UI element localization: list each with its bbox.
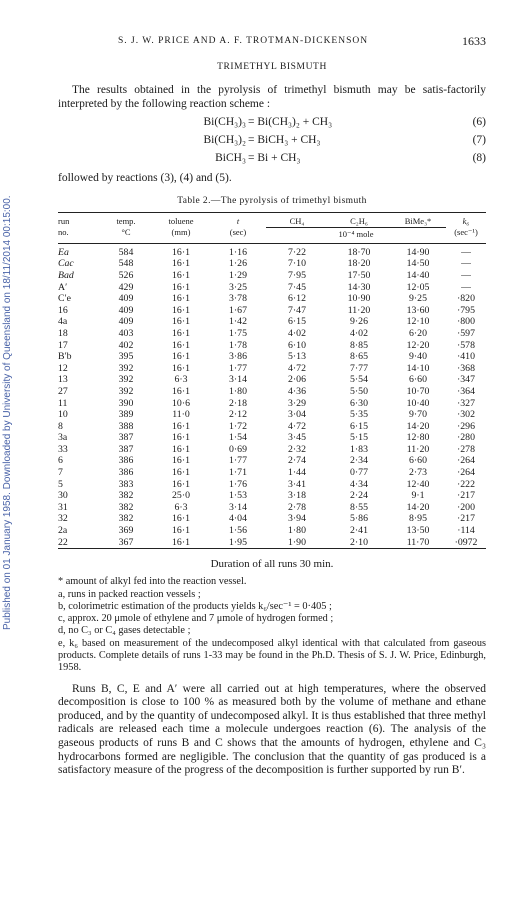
cell-tol: 16·1	[172, 385, 190, 397]
table-row	[58, 243, 486, 258]
cell-run: B′b	[58, 351, 72, 363]
cell-run: 6	[58, 455, 63, 467]
cell-temp: 382	[118, 513, 134, 525]
cell-temp: 409	[118, 293, 134, 305]
cell-c2h6: 5·15	[350, 432, 368, 444]
col-toluene: toluene (mm)	[168, 215, 194, 237]
table-row	[58, 363, 486, 375]
cell-k6: ·347	[457, 374, 475, 386]
cell-temp: 386	[118, 467, 134, 479]
cell-temp: 392	[118, 385, 134, 397]
cell-temp: 387	[118, 443, 134, 455]
cell-t: 3·14	[229, 374, 247, 386]
table-row	[58, 386, 486, 398]
cell-ch4: 2·78	[288, 501, 306, 513]
cell-tol: 6·3	[174, 501, 188, 513]
cell-bime3: 8·95	[409, 513, 427, 525]
cell-k6: ·795	[457, 304, 475, 316]
cell-run: 31	[58, 501, 68, 513]
cell-c2h6: 10·90	[347, 293, 371, 305]
cell-k6: ·800	[457, 316, 475, 328]
cell-c2h6: 5·86	[350, 513, 368, 525]
pyrolysis-table	[58, 212, 486, 550]
cell-tol: 16·1	[172, 246, 190, 258]
cell-t: 1·95	[229, 536, 247, 548]
table-body	[58, 243, 486, 548]
cell-run: 33	[58, 443, 68, 455]
cell-ch4: 7·47	[288, 304, 306, 316]
follow-text: followed by reactions (3), (4) and (5).	[58, 172, 232, 185]
cell-run: 11	[58, 397, 68, 409]
cell-temp: 526	[118, 269, 134, 281]
page-number: 1633	[462, 34, 486, 48]
cell-bime3: 6·20	[409, 327, 427, 339]
table-row	[58, 282, 486, 294]
cell-run: Cac	[58, 258, 74, 270]
cell-bime3: 14·40	[406, 269, 430, 281]
cell-temp: 388	[118, 420, 134, 432]
cell-ch4: 3·18	[288, 490, 306, 502]
cell-run: 10	[58, 409, 68, 421]
cell-t: 1·77	[229, 362, 247, 374]
cell-t: 2·12	[229, 409, 247, 421]
table-row	[58, 479, 486, 491]
cell-ch4: 1·90	[288, 536, 306, 548]
footnote-b: b, colorimetric estimation of the products yields k₆/sec⁻¹ = 0·405 ;	[58, 600, 332, 612]
cell-ch4: 6·10	[288, 339, 306, 351]
cell-t: 3·78	[229, 293, 247, 305]
cell-temp: 387	[118, 432, 134, 444]
cell-tol: 6·3	[174, 374, 188, 386]
footnote-e: e, k₆ based on measurement of the undecomposed alkyl identical with that calculated from gaseous products. Complete details of runs 1-33 may be found in the Ph.D. Thesis of S. J. W. Price, Edinburgh, 1958.	[58, 637, 486, 674]
cell-c2h6: 18·20	[347, 258, 371, 270]
cell-tol: 16·1	[172, 536, 190, 548]
cell-bime3: 12·20	[406, 339, 430, 351]
cell-ch4: 1·80	[288, 525, 306, 537]
cell-t: 1·26	[229, 258, 247, 270]
cell-k6: ·364	[457, 385, 475, 397]
table-row	[58, 455, 486, 467]
table-row	[58, 490, 486, 502]
cell-tol: 16·1	[172, 467, 190, 479]
cell-k6: ·296	[457, 420, 475, 432]
cell-c2h6: 18·70	[347, 246, 371, 258]
cell-tol: 16·1	[172, 432, 190, 444]
cell-t: 1·29	[229, 269, 247, 281]
cell-t: 1·72	[229, 420, 247, 432]
cell-t: 1·80	[229, 385, 247, 397]
cell-temp: 369	[118, 525, 134, 537]
table-row	[58, 398, 486, 410]
cell-tol: 16·1	[172, 327, 190, 339]
cell-bime3: 11·70	[406, 536, 430, 548]
cell-run: 27	[58, 385, 68, 397]
footnote-c: c, approx. 20 μmole of ethylene and 7 μmole of hydrogen formed ;	[58, 613, 334, 625]
cell-tol: 25·0	[172, 490, 190, 502]
section-title: TRIMETHYL BISMUTH	[217, 62, 327, 72]
cell-tol: 16·1	[172, 455, 190, 467]
cell-bime3: 12·80	[406, 432, 430, 444]
cell-temp: 382	[118, 501, 134, 513]
cell-ch4: 7·45	[288, 281, 306, 293]
cell-tol: 11·0	[172, 409, 190, 421]
cell-temp: 382	[118, 490, 134, 502]
cell-c2h6: 4·02	[350, 327, 368, 339]
col-temp: temp. °C	[116, 215, 136, 237]
cell-bime3: 14·90	[406, 246, 430, 258]
table-row	[58, 513, 486, 525]
cell-temp: 395	[118, 351, 134, 363]
cell-tol: 16·1	[172, 304, 190, 316]
col-run: run no.	[58, 215, 70, 237]
cell-c2h6: 5·35	[350, 409, 368, 421]
cell-k6: ·410	[457, 351, 475, 363]
cell-t: 1·54	[229, 432, 247, 444]
cell-k6: —	[461, 281, 471, 293]
cell-c2h6: 1·83	[350, 443, 368, 455]
table-row	[58, 525, 486, 537]
table-row	[58, 537, 486, 549]
cell-bime3: 6·60	[409, 455, 427, 467]
cell-temp: 392	[118, 374, 134, 386]
cell-tol: 16·1	[172, 420, 190, 432]
cell-ch4: 7·22	[288, 246, 306, 258]
cell-k6: ·114	[457, 525, 475, 537]
footnote-a: a, runs in packed reaction vessels ;	[58, 588, 201, 600]
cell-run: 18	[58, 327, 68, 339]
cell-bime3: 13·50	[406, 525, 430, 537]
cell-bime3: 9·1	[411, 490, 425, 502]
cell-ch4: 3·41	[288, 478, 306, 490]
cell-c2h6: 2·34	[350, 455, 368, 467]
cell-tol: 10·6	[172, 397, 190, 409]
table-row	[58, 316, 486, 328]
cell-k6: ·217	[457, 513, 475, 525]
cell-k6: ·278	[457, 443, 475, 455]
cell-c2h6: 17·50	[347, 269, 371, 281]
cell-c2h6: 11·20	[347, 304, 371, 316]
cell-bime3: 14·20	[406, 420, 430, 432]
cell-tol: 16·1	[172, 525, 190, 537]
cell-c2h6: 0·77	[350, 467, 368, 479]
cell-run: 7	[58, 467, 63, 479]
cell-t: 1·71	[229, 467, 247, 479]
cell-tol: 16·1	[172, 258, 190, 270]
footnote-d: d, no C₃ or C₄ gases detectable ;	[58, 625, 191, 637]
cell-c2h6: 5·54	[350, 374, 368, 386]
cell-temp: 402	[118, 339, 134, 351]
cell-k6: ·0972	[454, 536, 478, 548]
cell-t: 3·14	[229, 501, 247, 513]
cell-run: 3a	[58, 432, 68, 444]
cell-t: 1·78	[229, 339, 247, 351]
cell-tol: 16·1	[172, 478, 190, 490]
cell-c2h6: 6·15	[350, 420, 368, 432]
cell-temp: 383	[118, 478, 134, 490]
cell-bime3: 9·40	[409, 351, 427, 363]
cell-run: 30	[58, 490, 68, 502]
footnote-star: * amount of alkyl fed into the reaction vessel.	[58, 576, 247, 588]
cell-ch4: 4·72	[288, 420, 306, 432]
cell-run: 5	[58, 478, 63, 490]
cell-temp: 409	[118, 304, 134, 316]
cell-c2h6: 8·55	[350, 501, 368, 513]
cell-bime3: 10·40	[406, 397, 430, 409]
cell-run: 32	[58, 513, 68, 525]
cell-run: 22	[58, 536, 68, 548]
cell-bime3: 6·60	[409, 374, 427, 386]
cell-run: 17	[58, 339, 68, 351]
cell-bime3: 9·70	[409, 409, 427, 421]
table-row	[58, 502, 486, 514]
cell-k6: —	[461, 246, 471, 258]
cell-k6: ·327	[457, 397, 475, 409]
cell-ch4: 7·10	[288, 258, 306, 270]
cell-ch4: 4·36	[288, 385, 306, 397]
cell-bime3: 14·50	[406, 258, 430, 270]
cell-run: Bad	[58, 269, 74, 281]
cell-temp: 386	[118, 455, 134, 467]
cell-t: 1·42	[229, 316, 247, 328]
cell-c2h6: 6·30	[350, 397, 368, 409]
cell-temp: 548	[118, 258, 134, 270]
table-row	[58, 340, 486, 352]
cell-bime3: 2·73	[409, 467, 427, 479]
cell-run: 16	[58, 304, 68, 316]
cell-c2h6: 8·65	[350, 351, 368, 363]
table-row	[58, 270, 486, 282]
cell-bime3: 12·10	[406, 316, 430, 328]
table-row	[58, 351, 486, 363]
download-watermark: Published on 01 January 1958. Downloaded by University of Queensland on 18/11/2014 00:15:00.	[2, 195, 13, 630]
cell-tol: 16·1	[172, 281, 190, 293]
cell-bime3: 14·20	[406, 501, 430, 513]
cell-tol: 16·1	[172, 316, 190, 328]
cell-k6: ·302	[457, 409, 475, 421]
cell-ch4: 4·02	[288, 327, 306, 339]
cell-ch4: 1·44	[288, 467, 306, 479]
cell-run: 2a	[58, 525, 68, 537]
cell-c2h6: 7·77	[350, 362, 368, 374]
cell-t: 2·18	[229, 397, 247, 409]
table-row	[58, 328, 486, 340]
cell-run: C′e	[58, 293, 72, 305]
cell-t: 1·56	[229, 525, 247, 537]
cell-t: 3·86	[229, 351, 247, 363]
cell-ch4: 4·72	[288, 362, 306, 374]
cell-k6: ·264	[457, 455, 475, 467]
cell-ch4: 6·15	[288, 316, 306, 328]
cell-k6: ·200	[457, 501, 475, 513]
table-caption: Table 2.—The pyrolysis of trimethyl bismuth	[177, 195, 367, 206]
table-row	[58, 432, 486, 444]
authors: S. J. W. PRICE AND A. F. TROTMAN-DICKENSON	[118, 36, 369, 46]
cell-ch4: 6·12	[288, 293, 306, 305]
cell-ch4: 3·29	[288, 397, 306, 409]
cell-k6: ·264	[457, 467, 475, 479]
equation-7: Bi(CH₃)₂ = BiCH₃ + CH₃ (7)	[203, 134, 486, 147]
cell-tol: 16·1	[172, 443, 190, 455]
cell-ch4: 2·06	[288, 374, 306, 386]
cell-run: 13	[58, 374, 68, 386]
cell-temp: 367	[118, 536, 134, 548]
cell-ch4: 3·94	[288, 513, 306, 525]
cell-run: 12	[58, 362, 68, 374]
cell-bime3: 9·25	[409, 293, 427, 305]
cell-c2h6: 5·50	[350, 385, 368, 397]
running-header	[58, 36, 486, 52]
cell-c2h6: 2·41	[350, 525, 368, 537]
cell-k6: ·820	[457, 293, 475, 305]
cell-bime3: 12·40	[406, 478, 430, 490]
cell-k6: ·368	[457, 362, 475, 374]
cell-t: 1·53	[229, 490, 247, 502]
cell-t: 1·67	[229, 304, 247, 316]
cell-c2h6: 2·24	[350, 490, 368, 502]
intro-paragraph: The results obtained in the pyrolysis of trimethyl bismuth may be satis-factorily interpreted by the following reaction scheme :	[58, 84, 486, 110]
table-row	[58, 293, 486, 305]
cell-run: 8	[58, 420, 63, 432]
cell-temp: 390	[118, 397, 134, 409]
page	[58, 36, 486, 778]
cell-temp: 392	[118, 362, 134, 374]
footnotes	[58, 576, 486, 674]
cell-k6: ·280	[457, 432, 475, 444]
cell-tol: 16·1	[172, 339, 190, 351]
cell-tol: 16·1	[172, 351, 190, 363]
col-k6: k₆ (sec⁻¹)	[454, 215, 478, 237]
cell-temp: 584	[118, 246, 134, 258]
cell-run: 4a	[58, 316, 68, 328]
cell-ch4: 7·95	[288, 269, 306, 281]
cell-t: 1·16	[229, 246, 247, 258]
col-products: CH₄ C₂H₆ BiMe₃* 10⁻⁴ mole	[266, 212, 446, 240]
cell-k6: —	[461, 258, 471, 270]
equation-8: BiCH₃ = Bi + CH₃ (8)	[215, 152, 486, 165]
table-row	[58, 409, 486, 421]
cell-temp: 389	[118, 409, 134, 421]
cell-run: A′	[58, 281, 68, 293]
col-time: t (sec)	[229, 215, 247, 237]
cell-tol: 16·1	[172, 513, 190, 525]
table-row	[58, 305, 486, 317]
cell-tol: 16·1	[172, 293, 190, 305]
cell-k6: ·578	[457, 339, 475, 351]
cell-c2h6: 4·34	[350, 478, 368, 490]
cell-temp: 403	[118, 327, 134, 339]
duration-note: Duration of all runs 30 min.	[210, 558, 334, 571]
cell-k6: ·217	[457, 490, 475, 502]
cell-t: 3·25	[229, 281, 247, 293]
equation-6: Bi(CH₃)₃ = Bi(CH₃)₂ + CH₃ (6)	[203, 116, 486, 129]
cell-bime3: 14·10	[406, 362, 430, 374]
cell-t: 1·76	[229, 478, 247, 490]
cell-c2h6: 8·85	[350, 339, 368, 351]
cell-c2h6: 14·30	[347, 281, 371, 293]
cell-k6: ·222	[457, 478, 475, 490]
cell-c2h6: 9·26	[350, 316, 368, 328]
cell-bime3: 13·60	[406, 304, 430, 316]
cell-ch4: 2·32	[288, 443, 306, 455]
table-row	[58, 258, 486, 270]
cell-t: 1·77	[229, 455, 247, 467]
table-row	[58, 467, 486, 479]
cell-temp: 429	[118, 281, 134, 293]
table-row	[58, 374, 486, 386]
table-row	[58, 444, 486, 456]
cell-ch4: 5·13	[288, 351, 306, 363]
table-row	[58, 421, 486, 433]
cell-t: 0·69	[229, 443, 247, 455]
body-paragraph: Runs B, C, E and A′ were all carried out at high temperatures, where the observed decomposition is close to 100 % as measured both by the volume of methane and ethane produced, and by the quantity of undecomposed alkyl. It is thus established that three methyl radicals are released each time a molecule undergoes reaction (6). The analysis of the gaseous products of runs B and C shows that the amounts of hydrogen, ethylene and C₃ hydrocarbons formed are negligible. The conclusion that the quantity of gas produced is a satisfactory measure of the progress of the decomposition is further supported by run B′.	[58, 682, 486, 777]
cell-t: 1·75	[229, 327, 247, 339]
cell-run: Ea	[58, 246, 69, 258]
cell-k6: ·597	[457, 327, 475, 339]
cell-bime3: 10·70	[406, 385, 430, 397]
cell-bime3: 12·05	[406, 281, 430, 293]
cell-ch4: 3·45	[288, 432, 306, 444]
cell-ch4: 3·04	[288, 409, 306, 421]
cell-ch4: 2·74	[288, 455, 306, 467]
cell-k6: —	[461, 269, 471, 281]
cell-t: 4·04	[229, 513, 247, 525]
cell-bime3: 11·20	[406, 443, 430, 455]
cell-temp: 409	[118, 316, 134, 328]
cell-tol: 16·1	[172, 269, 190, 281]
cell-c2h6: 2·10	[350, 536, 368, 548]
cell-tol: 16·1	[172, 362, 190, 374]
reaction-scheme	[58, 116, 486, 170]
